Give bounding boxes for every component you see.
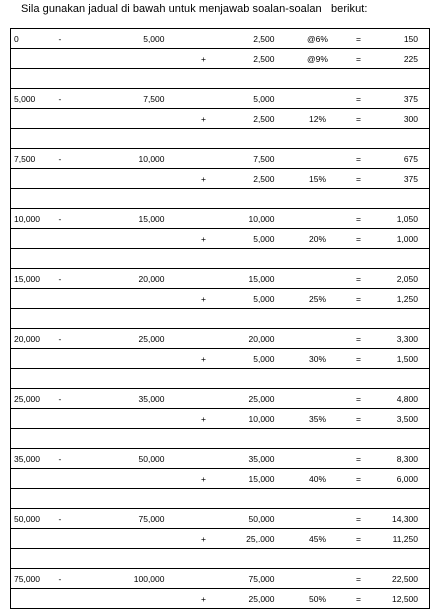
equals-sign: = bbox=[356, 273, 361, 284]
bracket-row bbox=[11, 89, 430, 109]
equals-sign: = bbox=[356, 53, 361, 64]
bracket-from: 7,500 bbox=[14, 153, 36, 164]
bracket-row bbox=[11, 389, 430, 409]
empty-cell bbox=[11, 409, 59, 429]
bracket-to: 20,000 bbox=[138, 273, 165, 284]
equals-sign: = bbox=[356, 33, 361, 44]
equals-sign: = bbox=[356, 113, 361, 124]
range-dash: - bbox=[58, 33, 62, 44]
increment-rate: 12% bbox=[308, 113, 326, 124]
range-dash: - bbox=[58, 153, 62, 164]
equals-sign: = bbox=[356, 293, 361, 304]
empty-cell bbox=[109, 469, 179, 489]
empty-cell bbox=[109, 409, 179, 429]
increment-rate: 15% bbox=[308, 173, 326, 184]
spacer-cell bbox=[11, 309, 430, 329]
equals-sign: = bbox=[356, 93, 361, 104]
equals-sign: = bbox=[356, 473, 361, 484]
increment-tax: 11,250 bbox=[392, 533, 418, 544]
bracket-to: 7,500 bbox=[143, 93, 165, 104]
bracket-from: 25,000 bbox=[14, 393, 40, 404]
plus-sign: + bbox=[201, 533, 206, 544]
rate bbox=[291, 149, 341, 169]
bracket-to: 50,000 bbox=[138, 453, 165, 464]
plus-sign: + bbox=[201, 473, 206, 484]
equals-sign: = bbox=[356, 513, 361, 524]
plus-sign: + bbox=[201, 593, 206, 604]
bracket-from: 20,000 bbox=[14, 333, 40, 344]
empty-cell bbox=[11, 469, 59, 489]
increment-row bbox=[11, 469, 430, 489]
bracket-from: 15,000 bbox=[14, 273, 40, 284]
cumulative-income: 25,000 bbox=[248, 393, 275, 404]
bracket-from: 75,000 bbox=[14, 573, 40, 584]
spacer-cell bbox=[11, 549, 430, 569]
equals-sign: = bbox=[356, 393, 361, 404]
increment-rate: 50% bbox=[308, 593, 326, 604]
empty-cell bbox=[11, 529, 59, 549]
rate bbox=[291, 389, 341, 409]
bracket-from: 35,000 bbox=[14, 453, 40, 464]
empty-cell bbox=[59, 49, 109, 69]
increment-tax: 1,500 bbox=[396, 353, 418, 364]
bracket-row bbox=[11, 269, 430, 289]
increment-row bbox=[11, 529, 430, 549]
range-dash: - bbox=[58, 93, 62, 104]
empty-cell bbox=[59, 529, 109, 549]
increment-income: 15,000 bbox=[248, 473, 275, 484]
equals-sign: = bbox=[356, 333, 361, 344]
increment-rate: 25% bbox=[308, 293, 326, 304]
increment-row bbox=[11, 109, 430, 129]
increment-income: 5,000 bbox=[253, 293, 275, 304]
increment-income: 25,000 bbox=[248, 593, 275, 604]
empty-cell bbox=[59, 349, 109, 369]
bracket-to: 75,000 bbox=[138, 513, 165, 524]
rate bbox=[291, 509, 341, 529]
increment-rate: @9% bbox=[307, 53, 328, 64]
cumulative-tax: 675 bbox=[403, 153, 418, 164]
cumulative-tax: 375 bbox=[403, 93, 418, 104]
increment-tax: 3,500 bbox=[396, 413, 418, 424]
bracket-row bbox=[11, 29, 430, 49]
equals-sign: = bbox=[356, 573, 361, 584]
cumulative-income: 20,000 bbox=[248, 333, 275, 344]
equals-sign: = bbox=[356, 213, 361, 224]
empty-cell bbox=[59, 169, 109, 189]
increment-row bbox=[11, 169, 430, 189]
rate bbox=[291, 449, 341, 469]
equals-sign: = bbox=[356, 353, 361, 364]
increment-row bbox=[11, 589, 430, 609]
bracket-to: 15,000 bbox=[138, 213, 165, 224]
rate bbox=[291, 89, 341, 109]
empty-cell bbox=[11, 109, 59, 129]
bracket-row bbox=[11, 329, 430, 349]
cumulative-tax: 1,050 bbox=[396, 213, 418, 224]
empty-cell bbox=[59, 289, 109, 309]
increment-row bbox=[11, 289, 430, 309]
range-dash: - bbox=[58, 513, 62, 524]
empty-cell bbox=[59, 109, 109, 129]
empty-cell bbox=[11, 349, 59, 369]
rate bbox=[291, 569, 341, 589]
cumulative-income: 15,000 bbox=[248, 273, 275, 284]
spacer-row bbox=[11, 189, 430, 209]
increment-income: 2,500 bbox=[253, 53, 275, 64]
increment-rate: 35% bbox=[308, 413, 326, 424]
cumulative-tax: 8,300 bbox=[396, 453, 418, 464]
equals-sign: = bbox=[356, 233, 361, 244]
increment-tax: 375 bbox=[403, 173, 418, 184]
bracket-row bbox=[11, 569, 430, 589]
cumulative-income: 50,000 bbox=[248, 513, 275, 524]
increment-tax: 300 bbox=[403, 113, 418, 124]
empty-cell bbox=[11, 289, 59, 309]
increment-income: 10,000 bbox=[248, 413, 275, 424]
increment-rate: 20% bbox=[308, 233, 326, 244]
empty-cell bbox=[59, 589, 109, 609]
cumulative-income: 2,500 bbox=[253, 33, 275, 44]
tax-schedule-body bbox=[11, 29, 430, 609]
bracket-row bbox=[11, 449, 430, 469]
bracket-row bbox=[11, 509, 430, 529]
empty-cell bbox=[11, 589, 59, 609]
bracket-to: 5,000 bbox=[143, 33, 165, 44]
bracket-row bbox=[11, 149, 430, 169]
spacer-row bbox=[11, 129, 430, 149]
bracket-from: 0 bbox=[14, 33, 19, 44]
increment-row bbox=[11, 409, 430, 429]
tax-schedule-table bbox=[10, 28, 430, 609]
bracket-to: 25,000 bbox=[138, 333, 165, 344]
increment-row bbox=[11, 229, 430, 249]
empty-cell bbox=[59, 469, 109, 489]
increment-tax: 6,000 bbox=[396, 473, 418, 484]
equals-sign: = bbox=[356, 153, 361, 164]
empty-cell bbox=[109, 229, 179, 249]
cumulative-income: 5,000 bbox=[253, 93, 275, 104]
empty-cell bbox=[109, 589, 179, 609]
range-dash: - bbox=[58, 333, 62, 344]
increment-income: 2,500 bbox=[253, 113, 275, 124]
empty-cell bbox=[59, 229, 109, 249]
increment-tax: 225 bbox=[403, 53, 418, 64]
spacer-cell bbox=[11, 129, 430, 149]
cumulative-income: 7,500 bbox=[253, 153, 275, 164]
increment-income: 2,500 bbox=[253, 173, 275, 184]
plus-sign: + bbox=[201, 113, 206, 124]
rate bbox=[291, 209, 341, 229]
equals-sign: = bbox=[356, 413, 361, 424]
plus-sign: + bbox=[201, 233, 206, 244]
empty-cell bbox=[11, 229, 59, 249]
spacer-row bbox=[11, 249, 430, 269]
bracket-to: 35,000 bbox=[138, 393, 165, 404]
empty-cell bbox=[11, 169, 59, 189]
empty-cell bbox=[179, 449, 229, 469]
empty-cell bbox=[179, 29, 229, 49]
empty-cell bbox=[109, 289, 179, 309]
plus-sign: + bbox=[201, 173, 206, 184]
cumulative-tax: 14,300 bbox=[392, 513, 418, 524]
bracket-to: 100,000 bbox=[133, 573, 165, 584]
range-dash: - bbox=[58, 453, 62, 464]
empty-cell bbox=[179, 269, 229, 289]
empty-cell bbox=[179, 389, 229, 409]
increment-income: 25,.000 bbox=[246, 533, 275, 544]
equals-sign: = bbox=[356, 593, 361, 604]
empty-cell bbox=[179, 149, 229, 169]
cumulative-tax: 150 bbox=[403, 33, 418, 44]
empty-cell bbox=[109, 109, 179, 129]
cumulative-tax: 4,800 bbox=[396, 393, 418, 404]
increment-tax: 1,250 bbox=[396, 293, 418, 304]
empty-cell bbox=[109, 529, 179, 549]
empty-cell bbox=[179, 209, 229, 229]
spacer-row bbox=[11, 489, 430, 509]
rate bbox=[291, 269, 341, 289]
increment-row bbox=[11, 49, 430, 69]
bracket-row bbox=[11, 209, 430, 229]
spacer-row bbox=[11, 429, 430, 449]
empty-cell bbox=[179, 569, 229, 589]
increment-tax: 12,500 bbox=[392, 593, 418, 604]
equals-sign: = bbox=[356, 173, 361, 184]
plus-sign: + bbox=[201, 413, 206, 424]
bracket-from: 10,000 bbox=[14, 213, 40, 224]
range-dash: - bbox=[58, 273, 62, 284]
empty-cell bbox=[109, 49, 179, 69]
cumulative-income: 75,000 bbox=[248, 573, 275, 584]
increment-rate: 40% bbox=[308, 473, 326, 484]
empty-cell bbox=[109, 349, 179, 369]
spacer-cell bbox=[11, 69, 430, 89]
spacer-row bbox=[11, 549, 430, 569]
cumulative-tax: 3,300 bbox=[396, 333, 418, 344]
rate bbox=[291, 329, 341, 349]
bracket-from: 5,000 bbox=[14, 93, 36, 104]
cumulative-tax: 2,050 bbox=[396, 273, 418, 284]
spacer-cell bbox=[11, 429, 430, 449]
plus-sign: + bbox=[201, 293, 206, 304]
rate: @6% bbox=[307, 33, 328, 44]
cumulative-tax: 22,500 bbox=[392, 573, 418, 584]
plus-sign: + bbox=[201, 53, 206, 64]
spacer-cell bbox=[11, 189, 430, 209]
equals-sign: = bbox=[356, 533, 361, 544]
increment-rate: 30% bbox=[308, 353, 326, 364]
increment-income: 5,000 bbox=[253, 353, 275, 364]
increment-income: 5,000 bbox=[253, 233, 275, 244]
range-dash: - bbox=[58, 393, 62, 404]
spacer-row bbox=[11, 369, 430, 389]
instruction-text: Sila gunakan jadual di bawah untuk menjawab soalan-soalan berikut: bbox=[21, 3, 368, 15]
spacer-cell bbox=[11, 249, 430, 269]
empty-cell bbox=[179, 89, 229, 109]
range-dash: - bbox=[58, 213, 62, 224]
empty-cell bbox=[179, 329, 229, 349]
spacer-row bbox=[11, 309, 430, 329]
empty-cell bbox=[109, 169, 179, 189]
equals-sign: = bbox=[356, 453, 361, 464]
spacer-row bbox=[11, 69, 430, 89]
cumulative-income: 35,000 bbox=[248, 453, 275, 464]
cumulative-income: 10,000 bbox=[248, 213, 275, 224]
empty-cell bbox=[11, 49, 59, 69]
spacer-cell bbox=[11, 369, 430, 389]
bracket-to: 10,000 bbox=[138, 153, 165, 164]
increment-tax: 1,000 bbox=[396, 233, 418, 244]
bracket-from: 50,000 bbox=[14, 513, 40, 524]
spacer-cell bbox=[11, 489, 430, 509]
increment-rate: 45% bbox=[308, 533, 326, 544]
increment-row bbox=[11, 349, 430, 369]
range-dash: - bbox=[58, 573, 62, 584]
empty-cell bbox=[179, 509, 229, 529]
plus-sign: + bbox=[201, 353, 206, 364]
empty-cell bbox=[59, 409, 109, 429]
